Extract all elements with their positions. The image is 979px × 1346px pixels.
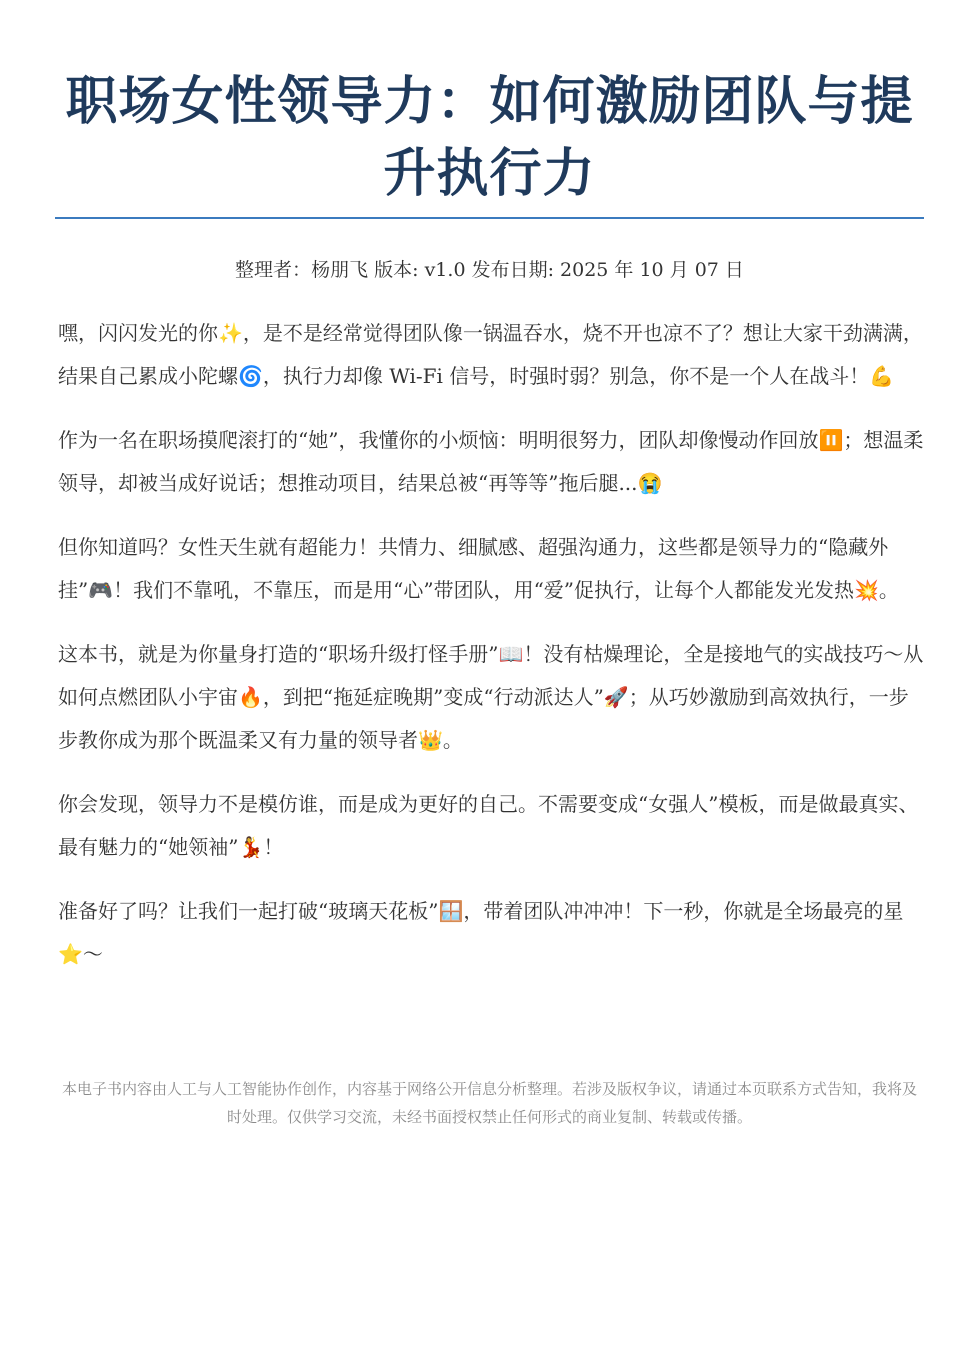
document-meta <box>55 256 924 284</box>
paragraph-be-yourself: 你会发现，领导力不是模仿谁，而是成为更好的自己。不需要变成“女强人”模板，而是做最真实、最有魅力的“她领袖”💃！ <box>58 792 919 859</box>
paragraph-book-intro: 这本书，就是为你量身打造的“职场升级打怪手册”📖！没有枯燥理论，全是接地气的实战技巧～从如何点燃团队小宇宙🔥，到把“拖延症晚期”变成“行动派达人”🚀；从巧妙激励到高效执行，一步步教你成为那个既温柔又有力量的领导者👑。 <box>58 642 924 752</box>
date-value: 2025 年 10 月 07 日 <box>560 259 744 281</box>
author-label: 整理者： <box>235 259 312 281</box>
document-body <box>58 312 924 997</box>
version-label: 版本: <box>374 259 419 281</box>
paragraph-intro: 嘿，闪闪发光的你✨，是不是经常觉得团队像一锅温吞水，烧不开也凉不了？想让大家干劲满满，结果自己累成小陀螺🌀，执行力却像 Wi-Fi 信号，时强时弱？别急，你不是一个人在战斗！💪 <box>58 321 923 388</box>
paragraph-troubles: 作为一名在职场摸爬滚打的“她”，我懂你的小烦恼：明明很努力，团队却像慢动作回放⏸️；想温柔领导，却被当成好说话；想推动项目，结果总被“再等等”拖后腿...😭 <box>58 428 924 495</box>
paragraph-call-to-action: 准备好了吗？让我们一起打破“玻璃天花板”🪟，带着团队冲冲冲！下一秒，你就是全场最亮的星⭐～ <box>58 899 904 966</box>
version-value: v1.0 <box>424 259 466 281</box>
date-label: 发布日期: <box>471 259 554 281</box>
copyright-footer: 本电子书内容由人工与人工智能协作创作，内容基于网络公开信息分析整理。若涉及版权争议，请通过本页联系方式告知，我将及时处理。仅供学习交流，未经书面授权禁止任何形式的商业复制、转载或传播。 <box>61 1080 917 1126</box>
document-title: 职场女性领导力：如何激励团队与提升执行力 <box>65 72 914 204</box>
paragraph-superpowers: 但你知道吗？女性天生就有超能力！共情力、细腻感、超强沟通力，这些都是领导力的“隐藏外挂”🎮！我们不靠吼，不靠压，而是用“心”带团队，用“爱”促执行，让每个人都能发光发热💥。 <box>58 535 899 602</box>
title-divider <box>55 217 924 219</box>
author-name: 杨朋飞 <box>311 259 369 281</box>
